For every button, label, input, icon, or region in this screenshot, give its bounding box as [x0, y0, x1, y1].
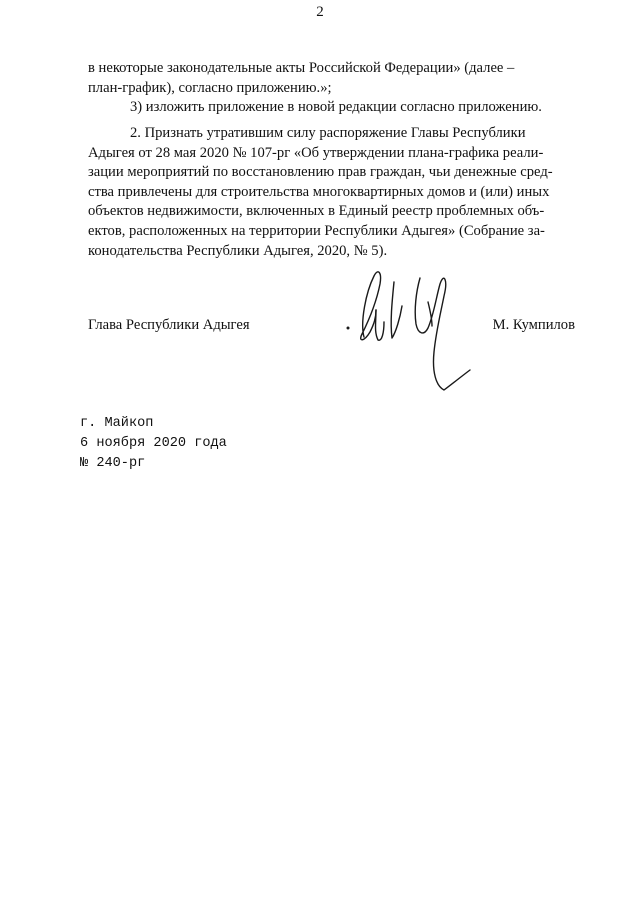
paragraph-2-line-5: объектов недвижимости, включенных в Единый реестр проблемных объ-	[88, 203, 545, 220]
signature-row	[88, 317, 575, 339]
paragraph-2-line-7: конодательства Республики Адыгея, 2020, № 5).	[88, 242, 388, 259]
footer-number: № 240-рг	[80, 456, 146, 471]
document-footer	[80, 414, 227, 474]
paragraph-2-line-3: зации мероприятий по восстановлению прав граждан, чьи денежные сред-	[88, 164, 553, 181]
footer-city: г. Майкоп	[80, 416, 154, 431]
paragraph-2-line-1: 2. Признать утратившим силу распоряжение Главы Республики	[130, 125, 526, 141]
page-number: 2	[316, 4, 324, 20]
signatory-name: М. Кумпилов	[492, 317, 575, 333]
footer-date: 6 ноября 2020 года	[80, 436, 227, 451]
continuation-text	[88, 59, 575, 118]
paragraph-2	[88, 124, 575, 261]
paragraph-2-line-2: Адыгея от 28 мая 2020 № 107-рг «Об утверждении плана-графика реали-	[88, 144, 544, 161]
continuation-line-2: план-график), согласно приложению.»;	[88, 79, 332, 96]
signatory-position: Глава Республики Адыгея	[88, 317, 250, 333]
paragraph-2-line-4: ства привлечены для строительства многоквартирных домов и (или) иных	[88, 183, 550, 200]
paragraph-2-line-6: ектов, расположенных на территории Республики Адыгея» (Собрание за-	[88, 222, 545, 239]
continuation-line-1: в некоторые законодательные акты Российской Федерации» (далее –	[88, 60, 515, 76]
item-3: 3) изложить приложение в новой редакции согласно приложению.	[130, 99, 542, 116]
handwritten-signature	[340, 262, 480, 398]
